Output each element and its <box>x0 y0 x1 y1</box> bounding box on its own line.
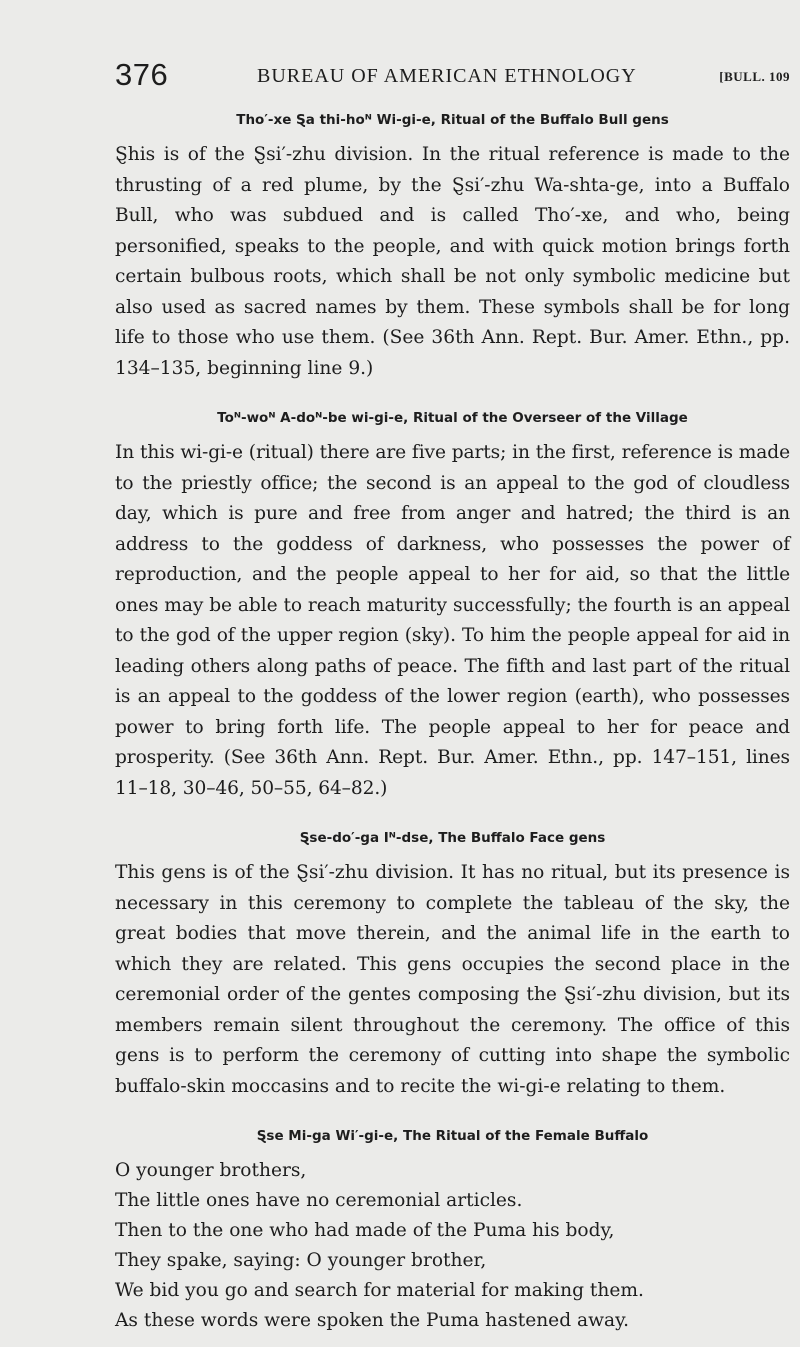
page-number: 376 <box>115 57 169 92</box>
verse-line: They spake, saying: O younger brother, <box>115 1250 487 1271</box>
section-heading-buffalo-face: Ȿse-do′-ga Iᴺ-dse, The Buffalo Face gens <box>299 830 606 846</box>
verse-line: O younger brothers, <box>115 1160 307 1181</box>
section-heading-overseer: Toᴺ-woᴺ A-doᴺ-be wi-gi-e, Ritual of the Overseer of the Village <box>217 410 688 426</box>
running-title: BUREAU OF AMERICAN ETHNOLOGY <box>257 65 637 87</box>
running-head <box>115 58 790 98</box>
verse-line: We bid you go and search for material for making them. <box>115 1280 644 1301</box>
paragraph-buffalo-face: This gens is of the Ȿsi′-zhu division. It has no ritual, but its presence is necessary in this ceremony to complete the tableau of the sky, the great bodies that move therein, and the animal life in the earth to which they are related. This gens occupies the second place in the ceremonial order of the gentes composing the Ȿsi′-zhu division, but its members remain silent throughout the ceremony. The office of this gens is to perform the ceremony of cutting into shape the symbolic buffalo-skin moccasins and to recite the wi-gi-e relating to them. <box>115 862 790 1097</box>
ritual-verse <box>115 1156 790 1336</box>
paragraph-overseer: In this wi-gi-e (ritual) there are five parts; in the first, reference is made to the priestly office; the second is an appeal to the god of cloudless day, which is pure and free from anger and hatred; the third is an address to the goddess of darkness, who possesses the power of reproduction, and the people appeal to her for aid, so that the little ones may be able to reach maturity successfully; the fourth is an appeal to the god of the upper region (sky). To him the people appeal for aid in leading others along paths of peace. The fifth and last part of the ritual is an appeal to the goddess of the lower region (earth), who possesses power to bring forth life. The people appeal to her for peace and prosperity. (See 36th Ann. Rept. Bur. Amer. Ethn., pp. 147–151, lines 11–18, 30–46, 50–55, 64–82.) <box>115 442 790 799</box>
paragraph-buffalo-bull: Ȿhis is of the Ȿsi′-zhu division. In the ritual reference is made to the thrusting of a red plume, by the Ȿsi′-zhu Wa-shta-ge, into a Buffalo Bull, who was subdued and is called Tho′-xe, and who, being personified, speaks to the people, and with quick motion brings forth certain bulbous roots, which shall be not only symbolic medicine but also used as sacred names by them. These symbols shall be for long life to those who use them. (See 36th Ann. Rept. Bur. Amer. Ethn., pp. 134–135, beginning line 9.) <box>115 144 790 379</box>
verse-line: Then to the one who had made of the Puma his body, <box>115 1220 615 1241</box>
verse-line: The little ones have no ceremonial articles. <box>115 1190 523 1211</box>
section-heading-female-buffalo: Ȿse Mi-ga Wi′-gi-e, The Ritual of the Female Buffalo <box>256 1128 649 1144</box>
section-heading-buffalo-bull: Tho′-xe Ȿa thi-hoᴺ Wi-gi-e, Ritual of the Buffalo Bull gens <box>236 112 669 128</box>
bulletin-tag: [BULL. 109 <box>719 69 790 84</box>
page-body <box>115 110 790 1336</box>
verse-line: As these words were spoken the Puma hastened away. <box>115 1310 630 1331</box>
